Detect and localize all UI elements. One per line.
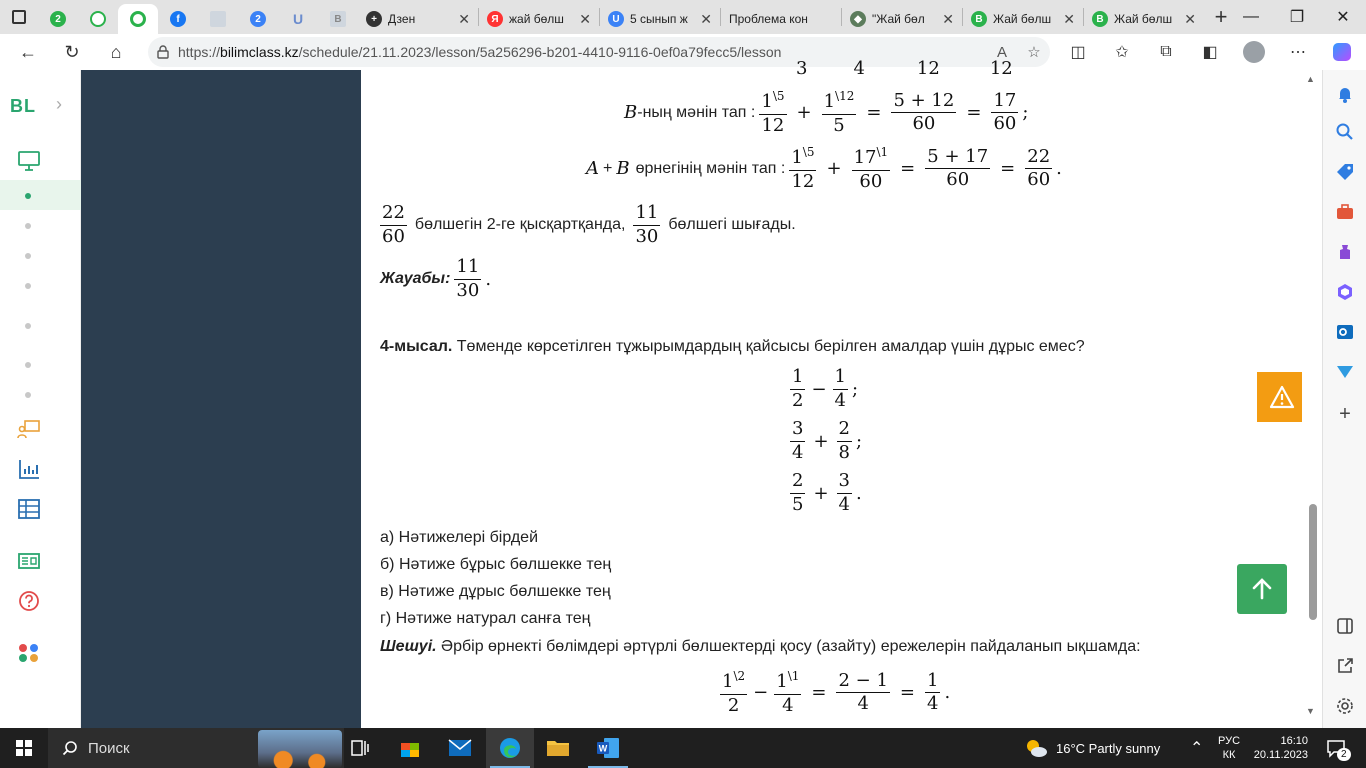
presentation-icon[interactable] (17, 418, 41, 440)
facebook-icon: f (170, 11, 186, 27)
lesson-side-panel (81, 70, 361, 728)
close-tab-icon[interactable]: ✕ (1063, 10, 1075, 27)
fraction: $\frac{2 - 1}{4}$ (838, 669, 888, 715)
dzen-icon: + (366, 11, 382, 27)
tab-favicon-icon (210, 11, 226, 27)
monitor-icon[interactable] (17, 150, 41, 172)
math-var: A (586, 158, 599, 180)
new-tab-button[interactable]: + (1214, 4, 1228, 29)
scroll-up-arrow[interactable]: ▲ (1306, 74, 1315, 84)
page-scrollbar[interactable] (1302, 70, 1322, 728)
sidebar-layout-icon[interactable] (1335, 616, 1355, 636)
tab-favicon-icon: ◆ (850, 11, 866, 27)
folder-icon (546, 738, 570, 758)
math-text: 3 (796, 58, 808, 79)
report-problem-button[interactable] (1257, 372, 1307, 422)
shopping-tag-icon[interactable] (1335, 162, 1355, 182)
answer-option: в) Нәтиже дұрыс бөлшекке тең (380, 583, 611, 600)
close-tab-icon[interactable]: ✕ (942, 10, 954, 27)
clock-date: 20.11.2023 (1253, 749, 1308, 761)
fraction: $\frac{17^{\backslash 1}}{60}$ (853, 145, 889, 192)
question-text: Төменде көрсетілген тұжырымдардың қайсысы берілген амалдар үшін дұрыс емес? (456, 338, 1085, 355)
search-placeholder: Поиск (88, 739, 130, 757)
tab-favicon-icon (90, 11, 106, 27)
notification-count-badge: 2 (1337, 748, 1351, 761)
expand-sidebar-icon[interactable]: › (56, 94, 62, 114)
word-taskbar-button[interactable] (584, 728, 632, 768)
browser-tab[interactable] (479, 4, 599, 34)
mail-icon (448, 739, 472, 757)
edge-icon (498, 736, 522, 760)
expression-1: $\frac{1}{2}$ − $\frac{1}{4}$ ; (792, 366, 859, 411)
browser-tab[interactable] (963, 4, 1083, 34)
lesson-step-dot[interactable] (25, 323, 31, 329)
browser-tab[interactable] (198, 4, 238, 34)
help-icon[interactable] (17, 590, 41, 612)
math-text: 12 (916, 58, 940, 79)
browser-tab[interactable] (600, 4, 720, 34)
tab-title: жай бөлш (509, 12, 564, 26)
scroll-down-arrow[interactable]: ▼ (1306, 706, 1315, 716)
tab-title: Дзен (388, 12, 416, 26)
tab-actions-button[interactable] (0, 0, 38, 34)
reduce-sentence (380, 204, 796, 247)
settings-gear-icon[interactable] (1335, 696, 1355, 716)
scroll-to-top-button[interactable] (1237, 564, 1287, 614)
close-tab-icon[interactable]: ✕ (458, 10, 470, 27)
url-scheme: https:// (178, 44, 221, 60)
weather-widget[interactable] (1024, 728, 1160, 768)
search-highlight-image (258, 730, 342, 768)
paragraph-text: бөлшегін 2-ге қысқартқанда, (414, 216, 626, 234)
bilimclass-icon: B (971, 11, 987, 27)
close-tab-icon[interactable]: ✕ (1184, 10, 1196, 27)
start-button[interactable] (0, 728, 48, 768)
tab-actions-icon (12, 10, 26, 24)
lesson-step-dot[interactable] (25, 362, 31, 368)
solution-equation: $\frac{1^{\backslash 2}}{2}$ − $\frac{1^{\backslash 1}}{4}$ = $\frac{2 - 1}{4}$ = $\frac{1}{4}$ . (722, 669, 951, 716)
fraction: $\frac{2}{5}$ (792, 470, 804, 515)
browser-tab[interactable] (1084, 4, 1204, 34)
fraction: $\frac{1^{\backslash 12}}{5}$ (823, 89, 855, 136)
lesson-step-dot[interactable] (25, 283, 31, 289)
browser-tab[interactable] (238, 4, 278, 34)
math-text: 4 (853, 58, 865, 79)
answer-option: г) Нәтиже натурал санға тең (380, 610, 591, 627)
word-icon (596, 737, 620, 759)
more-menu-icon[interactable]: ⋯ (1290, 44, 1306, 61)
store-icon (399, 738, 421, 758)
browser-toolbar (0, 34, 1366, 70)
close-tab-icon[interactable]: ✕ (579, 10, 591, 27)
games-icon[interactable] (1335, 242, 1355, 262)
fraction: $\frac{11}{30}$ (456, 256, 480, 301)
tab-favicon-icon: 2 (50, 11, 66, 27)
clock-time: 16:10 (1280, 735, 1308, 747)
browser-essentials-icon[interactable]: ◧ (1202, 44, 1218, 61)
edge-sidebar (1322, 70, 1366, 728)
math-var: B (616, 158, 630, 180)
collections-icon[interactable]: ⧉ (1160, 43, 1172, 60)
tab-title: 5 сынып ж (630, 12, 688, 26)
browser-tab[interactable] (358, 4, 478, 34)
file-explorer-button[interactable] (534, 728, 582, 768)
search-icon (62, 740, 78, 756)
warning-icon (1269, 385, 1295, 409)
answer-option: б) Нәтиже бұрыс бөлшекке тең (380, 556, 612, 573)
lesson-step-dot[interactable] (25, 193, 31, 199)
partly-sunny-icon (1024, 738, 1048, 758)
tab-favicon-icon: U (292, 11, 304, 27)
browser-tab[interactable] (318, 4, 358, 34)
math-text: 12 (989, 58, 1013, 79)
send-icon[interactable] (1335, 362, 1355, 382)
svg-text:W: W (598, 743, 608, 754)
bilimclass-logo[interactable]: BL (10, 96, 36, 116)
tab-title: Проблема кон (729, 12, 808, 26)
tab-favicon-icon: U (608, 11, 624, 27)
task-view-button[interactable] (336, 728, 384, 768)
example-question (380, 338, 1085, 356)
apps-icon[interactable] (17, 642, 41, 664)
b-value-equation: B -ның мәнін тап : $\frac{1^{\backslash 5}}{12}$ + $\frac{1^{\backslash 12}}{5}$ = $\frac{5 + 12}{60}$ = $\frac{17}{60}$ ; (624, 89, 1029, 136)
refresh-button[interactable]: ↻ (64, 41, 80, 62)
browser-tab[interactable] (278, 4, 318, 34)
show-hidden-icons-icon[interactable]: ⌃ (1190, 740, 1204, 757)
fraction: $\frac{1}{4}$ (927, 669, 939, 715)
math-var: B (624, 102, 638, 124)
close-tab-icon[interactable]: ✕ (700, 10, 712, 27)
expression-2: $\frac{3}{4}$ + $\frac{2}{8}$ ; (792, 418, 863, 463)
windows-taskbar (0, 728, 1366, 768)
scrollbar-thumb[interactable] (1309, 504, 1317, 620)
ab-value-equation: A + B өрнегінің мәнін тап : $\frac{1^{\backslash 5}}{12}$ + $\frac{17^{\backslash 1}}{60}$ = $\frac{5 + 17}{60}$ = $\frac{22}{60}$ . (586, 145, 1062, 192)
fraction: $\frac{3}{4}$ (792, 418, 804, 463)
browser-tab[interactable] (78, 4, 118, 34)
favorite-star-icon[interactable]: ☆ (1027, 44, 1041, 61)
url-host: bilimclass.kz (220, 44, 299, 60)
fraction: $\frac{1^{\backslash 2}}{2}$ (722, 669, 746, 716)
back-button[interactable]: ← (19, 41, 37, 62)
copilot-icon[interactable] (1320, 34, 1364, 70)
tab-favicon-icon: 2 (250, 11, 266, 27)
tab-favicon-icon: B (330, 11, 346, 27)
fraction: $\frac{1^{\backslash 5}}{12}$ (791, 145, 815, 192)
table-icon[interactable] (17, 498, 41, 520)
browser-tab[interactable] (721, 4, 841, 34)
taskbar-search[interactable] (48, 728, 344, 768)
answer-line: Жауабы: $\frac{11}{30}$ . (380, 256, 492, 301)
language-indicator[interactable] (1218, 728, 1240, 768)
clock[interactable] (1252, 728, 1308, 768)
browser-tab[interactable] (158, 4, 198, 34)
add-sidebar-app-icon[interactable]: + (1339, 403, 1351, 425)
solution-line (380, 638, 1141, 656)
browser-tab-strip (0, 0, 1366, 34)
microsoft-365-icon[interactable] (1335, 282, 1355, 302)
bilimclass-icon: B (1092, 11, 1108, 27)
math-op: + (603, 159, 613, 177)
arrow-up-icon (1250, 577, 1274, 601)
solution-label: Шешуі. (380, 638, 437, 655)
equation-label: өрнегінің мәнін тап : (635, 159, 786, 177)
task-view-icon (350, 739, 370, 757)
restore-button[interactable]: ❐ (1289, 9, 1305, 26)
browser-tab[interactable] (38, 4, 78, 34)
notification-center-button[interactable] (1326, 728, 1346, 768)
tab-favicon-icon (130, 11, 146, 27)
home-button[interactable]: ⌂ (110, 41, 122, 62)
edge-taskbar-button[interactable] (486, 728, 534, 768)
notification-bell-icon[interactable] (1335, 84, 1355, 104)
fraction: $\frac{3}{4}$ (838, 470, 850, 515)
sidebar-active-item (0, 180, 81, 210)
tab-title: "Жай бөл (872, 12, 925, 26)
equation-label: -ның мәнін тап : (637, 103, 756, 121)
browser-tab[interactable] (842, 4, 962, 34)
microsoft-store-button[interactable] (386, 728, 434, 768)
weather-text: 16°C Partly sunny (1056, 740, 1161, 756)
mail-button[interactable] (436, 728, 484, 768)
profile-avatar[interactable] (1232, 34, 1276, 70)
news-icon[interactable] (17, 550, 41, 572)
language-bottom: КК (1222, 749, 1236, 761)
example-label: 4-мысал. (380, 338, 453, 355)
web-page (0, 58, 1322, 728)
tools-briefcase-icon[interactable] (1335, 202, 1355, 222)
minimize-button[interactable]: — (1243, 8, 1259, 25)
expression-3: $\frac{2}{5}$ + $\frac{3}{4}$ . (792, 470, 862, 515)
fraction: $\frac{11}{30}$ (635, 202, 659, 247)
fraction: $\frac{1^{\backslash 5}}{12}$ (761, 89, 785, 136)
fraction: $\frac{22}{60}$ (382, 202, 405, 247)
tab-title: Жай бөлш (1114, 12, 1173, 26)
paragraph-text: бөлшегі шығады. (668, 216, 796, 234)
fraction: $\frac{1^{\backslash 1}}{4}$ (776, 669, 800, 716)
close-window-button[interactable]: ✕ (1336, 9, 1350, 26)
yandex-icon: Я (487, 11, 503, 27)
answer-option: а) Нәтижелері бірдей (380, 529, 539, 546)
answer-label: Жауабы: (380, 270, 451, 288)
tab-title: Жай бөлш (993, 12, 1052, 26)
search-icon[interactable] (1335, 122, 1355, 142)
read-aloud-icon[interactable]: A (996, 43, 1007, 61)
lesson-step-dot[interactable] (25, 392, 31, 398)
solution-text: Әрбір өрнекті бөлімдері әртүрлі бөлшектерді қосу (азайту) ережелерін пайдаланып ықшамда: (441, 638, 1141, 655)
split-screen-icon[interactable]: ◫ (1070, 44, 1086, 61)
fraction: $\frac{5 + 17}{60}$ (927, 145, 989, 191)
app-sidebar (0, 70, 81, 728)
statistics-icon[interactable] (17, 458, 41, 480)
language-top: РУС (1218, 735, 1241, 747)
browser-tab-active[interactable] (118, 4, 158, 34)
outlook-icon[interactable] (1335, 322, 1355, 342)
fraction: $\frac{17}{60}$ (993, 89, 1017, 135)
url-path: /schedule/21.11.2023/lesson/5a256296-b201-4410-9116-0ef0a79fecc5/lesson (298, 44, 782, 60)
lesson-step-dot[interactable] (25, 253, 31, 259)
fraction: $\frac{5 + 12}{60}$ (893, 89, 955, 135)
math-partial-line (796, 58, 1013, 79)
favorites-icon[interactable]: ✩ (1115, 44, 1129, 61)
lock-icon[interactable] (148, 45, 178, 59)
fraction: $\frac{22}{60}$ (1027, 145, 1051, 191)
external-link-icon[interactable] (1335, 656, 1355, 676)
fraction: $\frac{2}{8}$ (838, 418, 850, 463)
fraction: $\frac{1}{2}$ (792, 366, 804, 411)
fraction: $\frac{1}{4}$ (834, 366, 846, 411)
windows-logo-icon (16, 740, 32, 756)
lesson-step-dot[interactable] (25, 223, 31, 229)
